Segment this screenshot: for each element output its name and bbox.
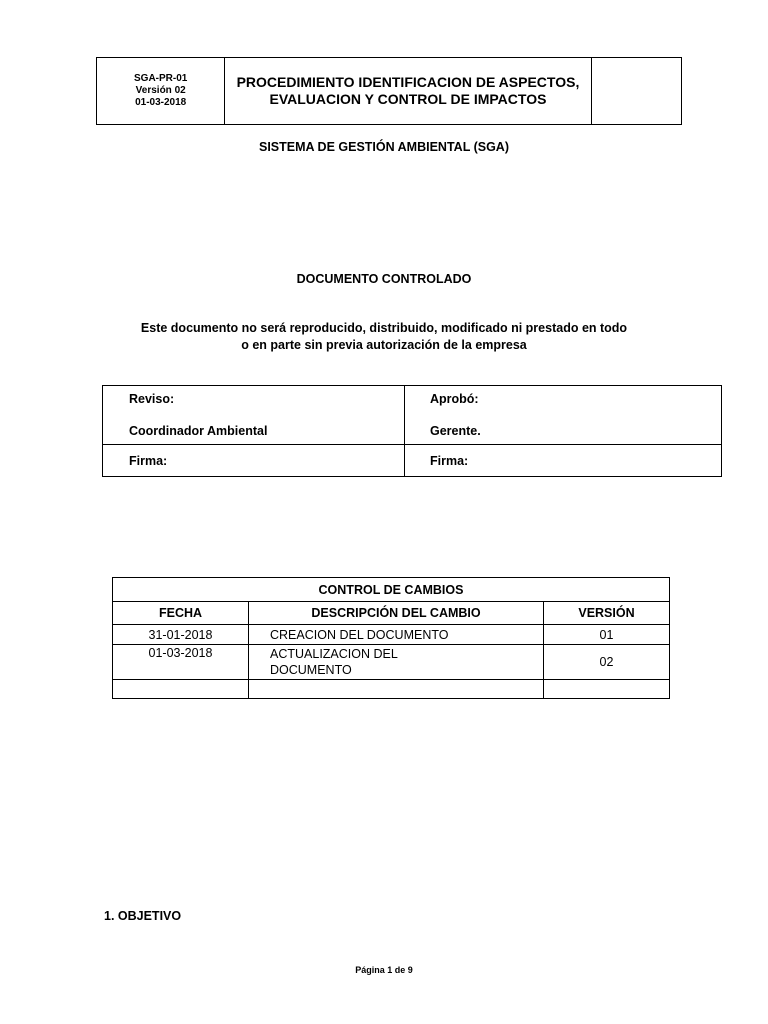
reviewed-label: Reviso: (129, 392, 175, 406)
row-version: 01 (544, 625, 670, 645)
document-code-block (97, 58, 225, 125)
signature-right: Firma: (405, 445, 722, 477)
notice-line-1: Este documento no será reproducido, distribuido, modificado ni prestado en todo (140, 321, 628, 335)
document-date: 01-03-2018 (135, 97, 187, 108)
document-title: PROCEDIMIENTO IDENTIFICACION DE ASPECTOS, EVALUACION Y CONTROL DE IMPACTOS (225, 58, 591, 125)
table-row (113, 645, 670, 680)
system-title: SISTEMA DE GESTIÓN AMBIENTAL (SGA) (258, 140, 509, 154)
row-descripcion (249, 645, 544, 680)
reviewed-cell (103, 386, 405, 445)
approval-table (102, 385, 722, 477)
row-fecha: 01-03-2018 (113, 645, 249, 680)
signature-left: Firma: (103, 445, 405, 477)
empty-cell (113, 680, 249, 699)
document-code: SGA-PR-01 (134, 73, 188, 84)
section-objetivo-heading: 1. OBJETIVO (104, 909, 182, 923)
document-version: Versión 02 (135, 85, 186, 96)
empty-cell (544, 680, 670, 699)
approved-by: Gerente. (430, 424, 481, 438)
row-fecha: 31-01-2018 (113, 625, 249, 645)
table-row-empty (113, 680, 670, 699)
table-row (113, 625, 670, 645)
approved-cell (405, 386, 722, 445)
empty-cell (249, 680, 544, 699)
row-version: 02 (544, 645, 670, 680)
controlled-document-label: DOCUMENTO CONTROLADO (296, 272, 472, 286)
page-number: Página 1 de 9 (355, 965, 413, 975)
change-control-title: CONTROL DE CAMBIOS (113, 578, 670, 602)
document-header (96, 57, 682, 125)
notice-line-2: o en parte sin previa autorización de la empresa (241, 338, 527, 352)
row-descripcion-line-2: DOCUMENTO (270, 663, 352, 677)
logo-placeholder (591, 58, 681, 125)
column-header-version: VERSIÓN (544, 602, 670, 625)
column-header-descripcion: DESCRIPCIÓN DEL CAMBIO (249, 602, 544, 625)
column-header-fecha: FECHA (113, 602, 249, 625)
approved-label: Aprobó: (430, 392, 479, 406)
reviewed-by: Coordinador Ambiental (129, 424, 268, 438)
change-control-table (112, 577, 670, 699)
row-descripcion: CREACION DEL DOCUMENTO (249, 625, 544, 645)
row-descripcion-line-1: ACTUALIZACION DEL (270, 647, 398, 661)
reproduction-notice (0, 320, 768, 354)
